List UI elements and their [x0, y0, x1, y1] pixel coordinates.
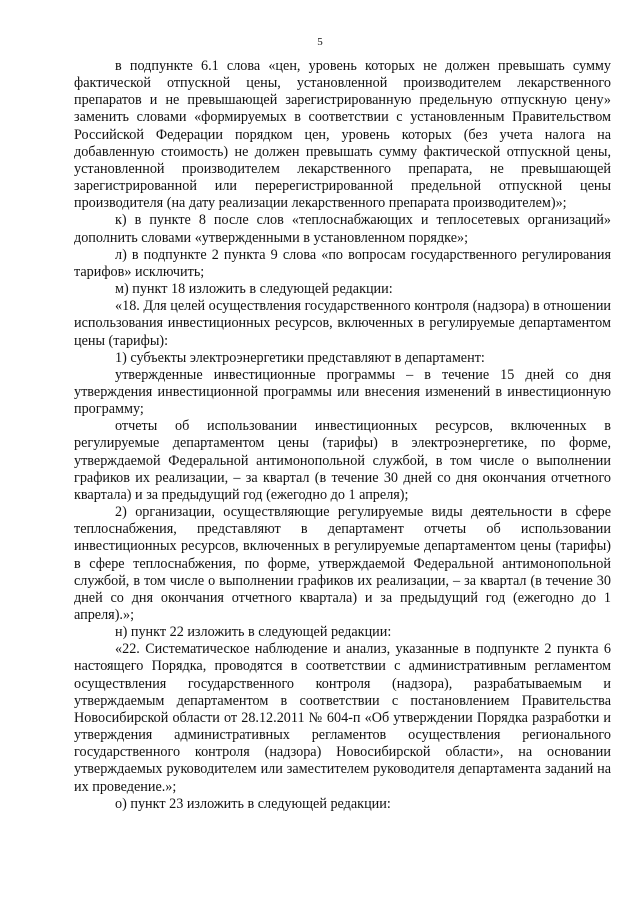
paragraph-item-18: «18. Для целей осуществления государственного контроля (надзора) в отношении использования инвестиционных ресурсов, включенных в регулируемые департаментом цены (тарифы): — [74, 298, 611, 349]
paragraph-subitem-k: к) в пункте 8 после слов «теплоснабжающих и теплосетевых организаций» дополнить словами «утвержденными в установленном порядке»; — [74, 212, 611, 246]
paragraph-item-18-2: 2) организации, осуществляющие регулируемые виды деятельности в сфере теплоснабжения, представляют в департамент отчеты об использовании инвестиционных ресурсов, включенных в регулируемые департаментом цены (тарифы) в сфере теплоснабжения, по форме, утверждаемой Федеральной антимонопольной службой, в том числе о выполнении графиков их реализации, – за квартал (в течение 30 дней со дня окончания отчетного квартала) и за предыдущий год (ежегодно до 1 апреля).»; — [74, 504, 611, 623]
paragraph-item-22: «22. Систематическое наблюдение и анализ, указанные в подпункте 2 пункта 6 настоящего Порядка, проводятся в соответствии с административным регламентом осуществления государственного контроля (надзора), разрабатываемым и утверждаемым департаментом в соответствии с постановлением Правительства Новосибирской области от 28.12.2011 № 604-п «Об утверждении Порядка разработки и утверждения административных регламентов осуществления регионального государственного контроля (надзора) Новосибирской области», на основании утверждаемых руководителем или заместителем руководителя департамента заданий на их проведение.»; — [74, 641, 611, 795]
paragraph-subitem-l: л) в подпункте 2 пункта 9 слова «по вопросам государственного регулирования тарифов» исключить; — [74, 246, 611, 280]
paragraph-subitem-i: в подпункте 6.1 слова «цен, уровень которых не должен превышать сумму фактической отпускной цены, установленной производителем лекарственного препаратов и не превышающей зарегистрированную предельную отпускную цену» заменить словами «формируемых в соответствии с установленным Правительством Российской Федерации порядком цен, уровень которых (без учета налога на добавленную стоимость) не должен превышать сумму фактической отпускной цены, установленной производителем лекарственного препарата, не превышающей зарегистрированной или перерегистрированной предельной отпускной цены производителя (на дату реализации лекарственного препарата производителем)»; — [74, 58, 611, 212]
page-number: 5 — [317, 36, 323, 48]
paragraph-reports: отчеты об использовании инвестиционных ресурсов, включенных в регулируемые департаментом цены (тарифы) в электроэнергетике, по форме, утверждаемой Федеральной антимонопольной службой, в том числе о выполнении графиков их реализации, – за квартал (в течение 30 дней со дня окончания отчетного квартала) и за предыдущий год (ежегодно до 1 апреля); — [74, 418, 611, 503]
paragraph-subitem-m: м) пункт 18 изложить в следующей редакции: — [115, 281, 393, 298]
paragraph-subitem-n: н) пункт 22 изложить в следующей редакции: — [115, 624, 392, 641]
document-body — [74, 58, 611, 813]
paragraph-investment-programs: утвержденные инвестиционные программы – в течение 15 дней со дня утверждения инвестиционной программы или внесения изменений в инвестиционную программу; — [74, 366, 611, 418]
paragraph-subitem-o: о) пункт 23 изложить в следующей редакции: — [115, 795, 391, 812]
paragraph-item-18-1: 1) субъекты электроэнергетики представляют в департамент: — [115, 349, 485, 366]
